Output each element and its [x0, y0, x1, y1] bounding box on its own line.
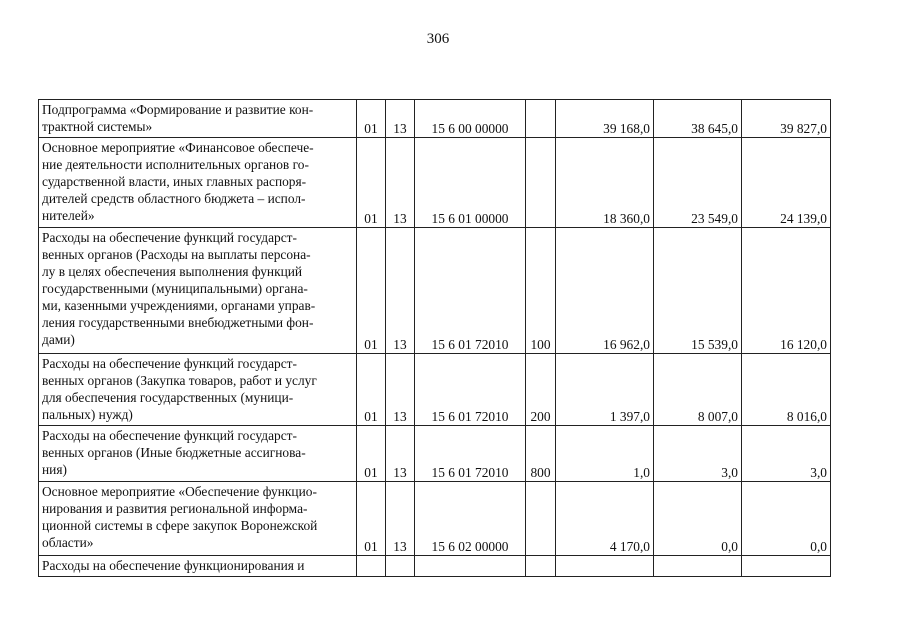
table-row: [39, 100, 831, 138]
amount-year-2: 0,0: [654, 482, 742, 556]
expense-type-code: 200: [526, 354, 556, 426]
target-article-code: 15 6 00 00000: [415, 100, 526, 138]
expense-type-code: 800: [526, 426, 556, 482]
table-row: [39, 138, 831, 228]
expense-type-code: 100: [526, 228, 556, 354]
subsection-code: 13: [386, 228, 415, 354]
subsection-code: 13: [386, 354, 415, 426]
target-article-code: 15 6 01 72010: [415, 426, 526, 482]
row-name: [39, 354, 357, 426]
row-name-line: области»: [42, 535, 94, 550]
table-row: [39, 228, 831, 354]
row-name-line: нирования и развития региональной информа-: [42, 501, 308, 516]
row-name-line: Расходы на обеспечение функций государст-: [42, 428, 297, 443]
amount-year-3: 0,0: [742, 482, 831, 556]
row-name-line: пальных) нужд): [42, 407, 133, 422]
amount-year-3: 8 016,0: [742, 354, 831, 426]
table-row: [39, 556, 831, 577]
row-name: [39, 228, 357, 354]
subsection-code: [386, 556, 415, 577]
row-name-line: сударственной власти, иных главных распоря-: [42, 174, 307, 189]
row-name-line: ления государственными внебюджетными фон-: [42, 315, 314, 330]
section-code: 01: [357, 426, 386, 482]
row-name-line: для обеспечения государственных (муници-: [42, 390, 294, 405]
row-name-line: ми, казенными учреждениями, органами управ-: [42, 298, 316, 313]
subsection-code: 13: [386, 482, 415, 556]
table-row: [39, 426, 831, 482]
amount-year-2: 38 645,0: [654, 100, 742, 138]
row-name-line: Подпрограмма «Формирование и развитие кон-: [42, 102, 314, 117]
row-name-line: Расходы на обеспечение функций государст-: [42, 356, 297, 371]
row-name: [39, 426, 357, 482]
row-name-line: лу в целях обеспечения выполнения функций: [42, 264, 303, 279]
section-code: 01: [357, 228, 386, 354]
section-code: 01: [357, 138, 386, 228]
row-name-line: Основное мероприятие «Финансовое обеспече-: [42, 140, 314, 155]
expense-type-code: [526, 482, 556, 556]
row-name-line: Расходы на обеспечение функционирования и: [42, 558, 305, 573]
amount-year-2: 23 549,0: [654, 138, 742, 228]
amount-year-2: [654, 556, 742, 577]
expense-type-code: [526, 138, 556, 228]
table-row: [39, 354, 831, 426]
row-name-line: дителей средств областного бюджета – испол-: [42, 191, 306, 206]
amount-year-1: [556, 556, 654, 577]
table-body: [39, 100, 831, 577]
section-code: 01: [357, 482, 386, 556]
row-name: [39, 556, 357, 577]
section-code: 01: [357, 100, 386, 138]
row-name-line: венных органов (Иные бюджетные ассигнова-: [42, 445, 306, 460]
row-name-line: ние деятельности исполнительных органов го-: [42, 157, 309, 172]
row-name-line: ционной системы в сфере закупок Воронежской: [42, 518, 318, 533]
row-name-line: трактной системы»: [42, 119, 153, 134]
row-name-line: Расходы на обеспечение функций государст-: [42, 230, 297, 245]
amount-year-1: 18 360,0: [556, 138, 654, 228]
amount-year-2: 15 539,0: [654, 228, 742, 354]
budget-table: [38, 99, 831, 577]
amount-year-1: 39 168,0: [556, 100, 654, 138]
amount-year-1: 1 397,0: [556, 354, 654, 426]
row-name: [39, 138, 357, 228]
amount-year-1: 1,0: [556, 426, 654, 482]
amount-year-2: 8 007,0: [654, 354, 742, 426]
row-name-line: Основное мероприятие «Обеспечение функцио-: [42, 484, 317, 499]
amount-year-2: 3,0: [654, 426, 742, 482]
target-article-code: [415, 556, 526, 577]
row-name-line: дами): [42, 332, 75, 347]
expense-type-code: [526, 100, 556, 138]
amount-year-3: 3,0: [742, 426, 831, 482]
amount-year-3: 39 827,0: [742, 100, 831, 138]
target-article-code: 15 6 01 72010: [415, 228, 526, 354]
page-number: 306: [426, 31, 450, 47]
amount-year-1: 4 170,0: [556, 482, 654, 556]
amount-year-3: 16 120,0: [742, 228, 831, 354]
target-article-code: 15 6 02 00000: [415, 482, 526, 556]
expense-type-code: [526, 556, 556, 577]
amount-year-3: 24 139,0: [742, 138, 831, 228]
target-article-code: 15 6 01 72010: [415, 354, 526, 426]
section-code: 01: [357, 354, 386, 426]
row-name: [39, 482, 357, 556]
subsection-code: 13: [386, 100, 415, 138]
target-article-code: 15 6 01 00000: [415, 138, 526, 228]
subsection-code: 13: [386, 426, 415, 482]
row-name-line: государственными (муниципальными) органа-: [42, 281, 308, 296]
row-name-line: венных органов (Расходы на выплаты персона-: [42, 247, 311, 262]
table-row: [39, 482, 831, 556]
row-name: [39, 100, 357, 138]
subsection-code: 13: [386, 138, 415, 228]
row-name-line: ния): [42, 462, 67, 477]
row-name-line: нителей»: [42, 208, 95, 223]
row-name-line: венных органов (Закупка товаров, работ и услуг: [42, 373, 317, 388]
amount-year-1: 16 962,0: [556, 228, 654, 354]
section-code: [357, 556, 386, 577]
amount-year-3: [742, 556, 831, 577]
